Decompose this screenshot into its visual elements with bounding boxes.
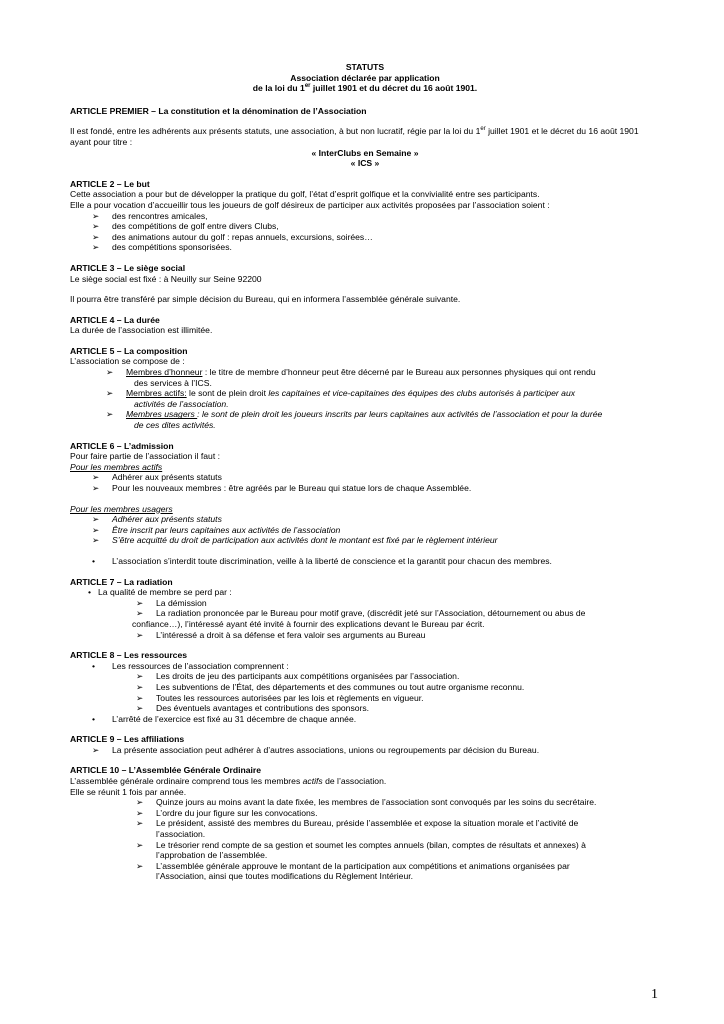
list-item: ➢ Le président, assisté des membres du Bureau, préside l’assemblée et expose la situation morale et l’activité de l’association. [136,818,579,840]
article-10-heading: ARTICLE 10 – L’Assemblée Générale Ordinaire [70,765,262,776]
dot-bullet-icon: • [92,555,96,566]
list-item: ➢ Toutes les ressources autorisées par les lois et règlements en vigueur. [136,692,424,703]
article-4-heading: ARTICLE 4 – La durée [70,314,160,325]
list-item-continuation: confiance…), l’intéressé ayant été invité à fournir des explications devant le Bureau par écrit. [132,618,485,629]
arrow-bullet-icon: ➢ [136,839,144,850]
list-item: ➢ Le trésorier rend compte de sa gestion et soumet les comptes annuels (bilan, comptes de résultats et annexes) à l’approbation de l’assemblée. [136,839,586,861]
list-item: ➢ des compétitions sponsorisées. [92,242,232,253]
arrow-bullet-icon: ➢ [106,367,114,378]
article-6-sub-usagers: Pour les membres usagers [70,503,173,514]
arrow-bullet-icon: ➢ [92,221,100,232]
list-item: ➢ Membres actifs: le sont de plein droit les capitaines et vice-capitaines des équipes des clubs autorisés à participer aux activités de l’association. [106,388,576,409]
arrow-bullet-icon: ➢ [92,472,100,483]
list-item: ➢ Pour les nouveaux membres : être agréés par le Bureau qui statue lors de chaque Assemblée. [92,483,472,493]
list-item: ➢ La présente association peut adhérer à d’autres associations, unions ou regroupements par décision du Bureau. [92,744,540,755]
doc-law-line: de la loi du 1er juillet 1901 et du décret du 16 août 1901. [252,83,478,94]
article-7-heading: ARTICLE 7 – La radiation [70,576,173,587]
list-item: ➢ Être inscrit par leurs capitaines aux activités de l’association [92,524,341,535]
article-2-p1: Cette association a pour but de développer la pratique du golf, l’état d’esprit golfique et la convivialité entre ses participants. [70,189,540,200]
list-item: ➢ des rencontres amicales, [92,210,208,221]
article-6-sub-actifs: Pour les membres actifs [70,461,163,472]
page-number: 1 [651,987,658,1002]
list-item: ➢ Membres d’honneur : le titre de membre d’honneur peut être décerné par le Bureau aux personnes physiques qui ont rendu des services à l’ICS. [106,367,596,388]
arrow-bullet-icon: ➢ [92,514,100,525]
article-6-p1: Pour faire partie de l’association il faut : [70,451,220,462]
arrow-bullet-icon: ➢ [92,231,100,242]
arrow-bullet-icon: ➢ [136,860,144,871]
arrow-bullet-icon: ➢ [92,483,100,493]
list-item: ➢ Membres usagers : le sont de plein droit les joueurs inscrits par leurs capitaines aux activités de l’association et pour la durée de ces dites activités. [106,409,603,431]
dot-bullet-icon: • [88,587,92,598]
article-3-heading: ARTICLE 3 – Le siège social [70,262,186,273]
arrow-bullet-icon: ➢ [136,681,144,692]
article-10-p2: Elle se réunit 1 fois par année. [70,786,187,797]
doc-title: STATUTS [345,62,385,72]
article-1-paragraph: Il est fondé, entre les adhérents aux présents statuts, une association, à but non lucratif, régie par la loi du 1er juillet 1901 et le décret du 16 août 1901 ayant pour titre : [70,126,639,147]
arrow-bullet-icon: ➢ [106,388,114,399]
doc-subtitle: Association déclarée par application [290,72,440,83]
arrow-bullet-icon: ➢ [136,692,144,703]
list-item: ➢ S’être acquitté du droit de participation aux activités dont le montant est fixé par le règlement intérieur [92,535,498,546]
arrow-bullet-icon: ➢ [136,703,144,714]
list-item: • L’association s’interdit toute discrimination, veille à la liberté de conscience et la garantit pour chacun des membres. [92,555,552,566]
list-item: ➢ Adhérer aux présents statuts [92,472,222,483]
list-item: ➢ Adhérer aux présents statuts [92,514,222,525]
arrow-bullet-icon: ➢ [92,210,100,221]
arrow-bullet-icon: ➢ [136,629,144,640]
arrow-bullet-icon: ➢ [106,409,114,420]
article-3-p2: Il pourra être transféré par simple décision du Bureau, qui en informera l’assemblée générale suivante. [70,294,461,305]
arrow-bullet-icon: ➢ [92,524,100,535]
dot-bullet-icon: • [92,660,96,671]
article-4-p1: La durée de l’association est illimitée. [70,325,213,336]
document-page [70,62,660,882]
article-2-p2: Elle a pour vocation d’accueillir tous les joueurs de golf désireux de participer aux activités proposées par l’association soient : [70,199,550,210]
arrow-bullet-icon: ➢ [136,671,144,682]
article-8-heading: ARTICLE 8 – Les ressources [70,650,188,661]
article-9-heading: ARTICLE 9 – Les affiliations [70,734,185,745]
article-2-heading: ARTICLE 2 – Le but [70,178,150,189]
article-5-p1: L’association se compose de : [70,356,185,367]
list-item: ➢ Des éventuels avantages et contributions des sponsors. [136,703,370,714]
list-item: • Les ressources de l’association comprennent : [92,660,289,671]
list-item: ➢ L’ordre du jour figure sur les convocations. [136,807,318,818]
list-item: ➢ L’assemblée générale approuve le montant de la participation aux compétitions et animations organisées par l’Association, ainsi que toutes modifications du Règlement Intérieur. [136,860,570,882]
arrow-bullet-icon: ➢ [92,535,100,546]
list-item: • L’arrêté de l’exercice est fixé au 31 décembre de chaque année. [92,713,357,724]
article-3-p1: Le siège social est fixé : à Neuilly sur Seine 92200 [70,273,262,284]
arrow-bullet-icon: ➢ [136,597,144,608]
arrow-bullet-icon: ➢ [136,807,144,818]
article-6-heading: ARTICLE 6 – L’admission [70,440,174,451]
arrow-bullet-icon: ➢ [92,242,100,253]
list-item: ➢ Les droits de jeu des participants aux compétitions organisées par l’association. [136,671,460,682]
arrow-bullet-icon: ➢ [92,744,100,755]
dot-bullet-icon: • [92,713,96,724]
list-item: ➢ Quinze jours au moins avant la date fixée, les membres de l’association sont convoqués par les soins du secrétaire. [136,797,597,808]
article-5-heading: ARTICLE 5 – La composition [70,345,188,356]
list-item: ➢ des animations autour du golf : repas annuels, excursions, soirées… [92,231,373,242]
article-1-heading: ARTICLE PREMIER – La constitution et la dénomination de l’Association [70,105,367,116]
arrow-bullet-icon: ➢ [136,818,144,829]
list-item: ➢ L’intéressé a droit à sa défense et fera valoir ses arguments au Bureau [136,629,426,640]
association-acronym: « ICS » [350,158,380,169]
association-name: « InterClubs en Semaine » [311,147,419,158]
arrow-bullet-icon: ➢ [136,797,144,808]
arrow-bullet-icon: ➢ [136,608,144,619]
list-item: ➢ des compétitions de golf entre divers Clubs, [92,221,279,232]
article-10-p1: L’assemblée générale ordinaire comprend tous les membres actifs de l’association. [70,776,387,787]
list-item: • La qualité de membre se perd par : [88,587,232,598]
list-item: ➢ Les subventions de l’État, des départements et des communes ou tout autre organisme reconnu. [136,681,525,692]
list-item: ➢ La radiation prononcée par le Bureau pour motif grave, (discrédit jeté sur l’Association, détournement ou abus de [136,608,586,619]
list-item: ➢ La démission [136,597,207,608]
